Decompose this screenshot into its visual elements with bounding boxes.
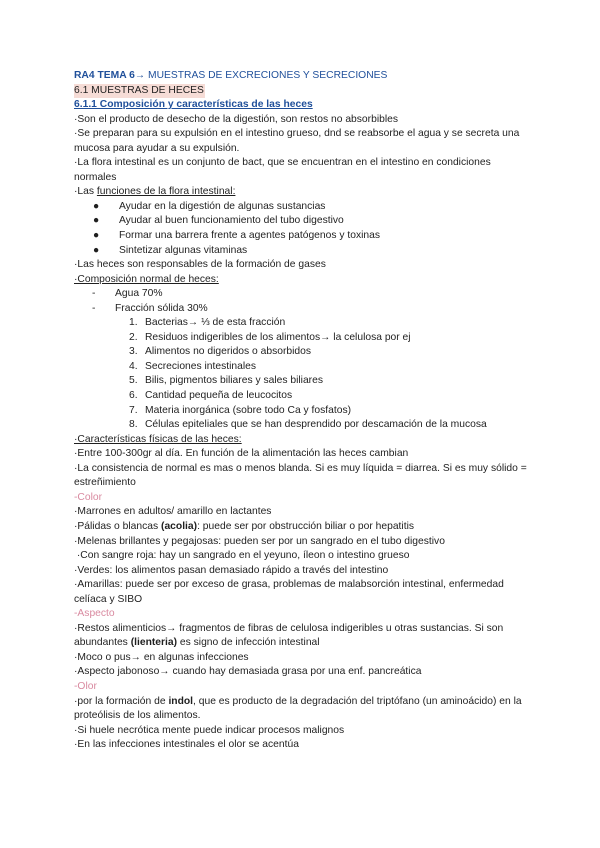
list-item bbox=[74, 244, 530, 259]
list-item-text: Residuos indigeribles de los alimentos→ la celulosa por ej bbox=[145, 331, 411, 343]
list-number: 7. bbox=[129, 404, 138, 416]
bullet-icon: ● bbox=[93, 244, 100, 256]
document-title bbox=[74, 69, 530, 84]
list-item bbox=[74, 345, 530, 360]
gases-line: ·Las heces son responsables de la formación de gases bbox=[74, 259, 326, 271]
aspecto-line-1 bbox=[74, 622, 530, 651]
intro-line-1: ·Son el producto de desecho de la digestión, son restos no absorbibles bbox=[74, 113, 398, 125]
color-line-2-c: : puede ser por obstrucción biliar o por hepatitis bbox=[197, 520, 415, 532]
title-prefix: RA4 TEMA 6 bbox=[74, 70, 135, 81]
list-number: 3. bbox=[129, 346, 138, 358]
solida-text: Fracción sólida 30% bbox=[115, 302, 208, 314]
color-line-3: ·Melenas brillantes y pegajosas: pueden ser por un sangrado en el tubo digestivo bbox=[74, 535, 445, 547]
list-item bbox=[74, 360, 530, 375]
list-item-text: Formar una barrera frente a agentes patógenos y toxinas bbox=[119, 230, 381, 242]
list-item-text: Cantidad pequeña de leucocitos bbox=[145, 390, 293, 402]
acolia-term: (acolia) bbox=[161, 520, 198, 532]
fisicas-line-1: ·Entre 100-300gr al día. En función de la alimentación las heces cambian bbox=[74, 448, 409, 460]
list-item bbox=[74, 374, 530, 389]
fisicas-label: ·Características físicas de las heces: bbox=[74, 433, 242, 445]
indol-term: indol bbox=[168, 695, 194, 707]
list-item-text: Ayudar en la digestión de algunas sustancias bbox=[119, 200, 326, 212]
bullet-icon: ● bbox=[93, 230, 100, 242]
aspecto-line-1-c: es signo de infección intestinal bbox=[177, 637, 320, 649]
list-number: 4. bbox=[129, 360, 138, 372]
color-line-2-a: ·Pálidas o blancas bbox=[74, 520, 162, 532]
list-item bbox=[74, 389, 530, 404]
list-item bbox=[74, 316, 530, 331]
olor-line-2: ·Si huele necrótica mente puede indicar procesos malignos bbox=[74, 724, 345, 736]
document-content bbox=[74, 69, 530, 753]
list-number: 5. bbox=[129, 375, 138, 387]
bullet-icon: ● bbox=[93, 215, 100, 227]
color-line-2 bbox=[74, 520, 530, 535]
funciones-label bbox=[74, 185, 530, 200]
color-line-4: ·Con sangre roja: hay un sangrado en el yeyuno, íleon o intestino grueso bbox=[74, 550, 410, 562]
subsection-heading: 6.1.1 Composición y características de las heces bbox=[74, 99, 313, 111]
composicion-label: ·Composición normal de heces: bbox=[74, 273, 219, 285]
list-number: 2. bbox=[129, 331, 138, 343]
color-line-6: ·Amarillas: puede ser por exceso de grasa, problemas de malabsorción intestinal, enfermedad celíaca y SIBO bbox=[74, 579, 504, 605]
bullet-icon: ● bbox=[93, 200, 100, 212]
color-line-5: ·Verdes: los alimentos pasan demasiado rápido a través del intestino bbox=[74, 564, 389, 576]
intro-line-3: ·La flora intestinal es un conjunto de bact, que se encuentran en el intestino en condiciones normales bbox=[74, 157, 491, 183]
list-number: 1. bbox=[129, 317, 138, 329]
title-arrow: → bbox=[134, 70, 146, 81]
list-item-text: Ayudar al buen funcionamiento del tubo digestivo bbox=[119, 215, 344, 227]
list-item bbox=[74, 418, 530, 433]
section-heading: 6.1 MUESTRAS DE HECES bbox=[74, 84, 205, 99]
aspecto-line-1-a: ·Restos alimenticios→ fragmentos de fibras de celulosa indigeribles u otras sustancias. Si son abundantes bbox=[74, 622, 504, 649]
olor-line-1-c: , que es producto de la degradación del triptófano (un aminoácido) en la proteólisis de los alimentos. bbox=[74, 695, 522, 722]
list-item-text: Bilis, pigmentos biliares y sales biliares bbox=[145, 375, 323, 387]
intro-line-2: ·Se preparan para su expulsión en el intestino grueso, dnd se reabsorbe el agua y se secreta una mucosa para ayudar a su expulsión. bbox=[74, 128, 520, 154]
dash-marker: - bbox=[92, 302, 96, 314]
olor-line-3: ·En las infecciones intestinales el olor se acentúa bbox=[74, 739, 299, 751]
list-item bbox=[74, 331, 530, 346]
list-item-text: Bacterias→ ⅓ de esta fracción bbox=[145, 317, 286, 329]
section-heading-line bbox=[74, 84, 530, 99]
agua-text: Agua 70% bbox=[115, 288, 163, 300]
funciones-label-underlined: funciones de la flora intestinal: bbox=[96, 186, 236, 198]
dash-marker: - bbox=[92, 288, 96, 300]
list-item-text: Secreciones intestinales bbox=[145, 360, 257, 372]
list-item bbox=[74, 229, 530, 244]
list-number: 8. bbox=[129, 419, 138, 431]
fisicas-line-2: ·La consistencia de normal es mas o menos blanda. Si es muy líquida = diarrea. Si es muy sólido = estreñimiento bbox=[74, 462, 527, 489]
color-line-1: ·Marrones en adultos/ amarillo en lactantes bbox=[74, 506, 272, 518]
title-rest: MUESTRAS DE EXCRECIONES Y SECRECIONES bbox=[145, 70, 388, 81]
list-item-text: Sintetizar algunas vitaminas bbox=[119, 244, 248, 256]
olor-label: -Olor bbox=[74, 680, 97, 692]
list-item-text: Materia inorgánica (sobre todo Ca y fosfatos) bbox=[145, 404, 352, 416]
funciones-label-prefix: ·Las bbox=[74, 186, 97, 198]
list-item bbox=[74, 302, 530, 317]
list-item bbox=[74, 214, 530, 229]
list-item-text: Alimentos no digeridos o absorbidos bbox=[145, 346, 311, 358]
lienteria-term: (lienteria) bbox=[130, 637, 178, 649]
olor-line-1-a: ·por la formación de bbox=[74, 695, 169, 707]
list-number: 6. bbox=[129, 390, 138, 402]
aspecto-label: -Aspecto bbox=[74, 608, 115, 620]
color-label: -Color bbox=[74, 491, 103, 503]
list-item-text: Células epiteliales que se han desprendido por descamación de la mucosa bbox=[145, 419, 487, 431]
olor-line-1 bbox=[74, 695, 530, 724]
list-item bbox=[74, 287, 530, 302]
aspecto-line-2: ·Moco o pus→ en algunas infecciones bbox=[74, 651, 249, 663]
aspecto-line-3: ·Aspecto jabonoso→ cuando hay demasiada grasa por una enf. pancreática bbox=[74, 666, 422, 678]
list-item bbox=[74, 404, 530, 419]
list-item bbox=[74, 200, 530, 215]
